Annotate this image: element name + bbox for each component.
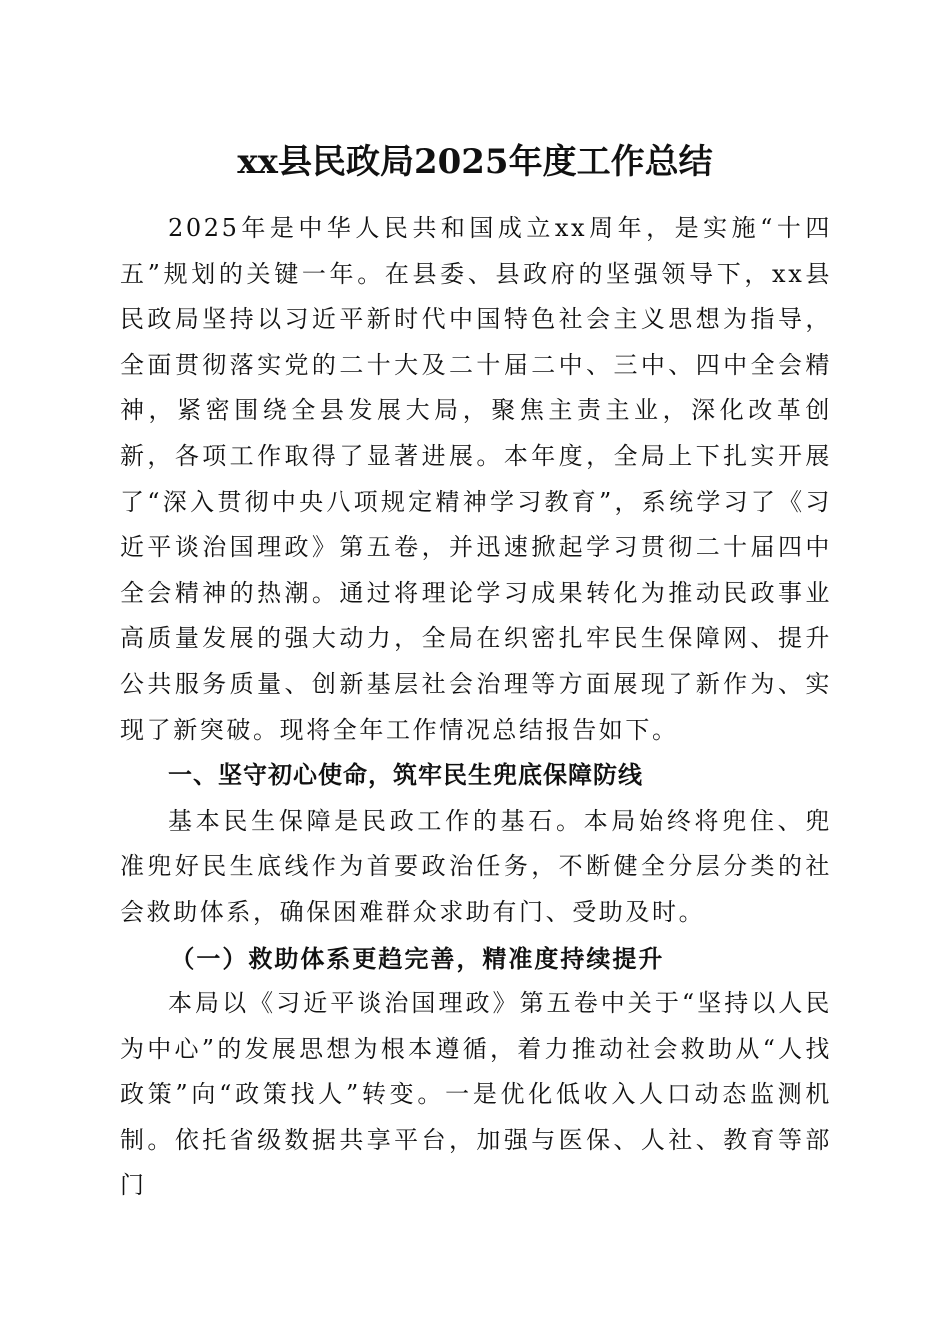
section-1-paragraph: 基本民生保障是民政工作的基石。本局始终将兜住、兜准兜好民生底线作为首要政治任务，不断健全分层分类的社会救助体系，确保困难群众求助有门、受助及时。: [120, 806, 832, 926]
subsection-1-heading: （一）救助体系更趋完善，精准度持续提升: [170, 943, 665, 973]
section-1-heading: 一、坚守初心使命，筑牢民生兜底保障防线: [168, 761, 643, 790]
document-body: [120, 206, 832, 1209]
intro-paragraph: 2025年是中华人民共和国成立xx周年，是实施“十四五”规划的关键一年。在县委、县政府的坚强领导下，xx县民政局坚持以习近平新时代中国特色社会主义思想为指导，全面贯彻落实党的二十大及二十届二中、三中、四中全会精神，紧密围绕全县发展大局，聚焦主责主业，深化改革创新，各项工作取得了显著进展。本年度，全局上下扎实开展了“深入贯彻中央八项规定精神学习教育”，系统学习了《习近平谈治国理政》第五卷，并迅速掀起学习贯彻二十届四中全会精神的热潮。通过将理论学习成果转化为推动民政事业高质量发展的强大动力，全局在织密扎牢民生保障网、提升公共服务质量、创新基层社会治理等方面展现了新作为、实现了新突破。现将全年工作情况总结报告如下。: [120, 214, 832, 744]
subsection-1-paragraph: 本局以《习近平谈治国理政》第五卷中关于“坚持以人民为中心”的发展思想为根本遵循，着力推动社会救助从“人找政策”向“政策找人”转变。一是优化低收入人口动态监测机制。依托省级数据共享平台，加强与医保、人社、教育等部门: [120, 989, 832, 1200]
document-title: xx县民政局2025年度工作总结: [237, 142, 713, 182]
